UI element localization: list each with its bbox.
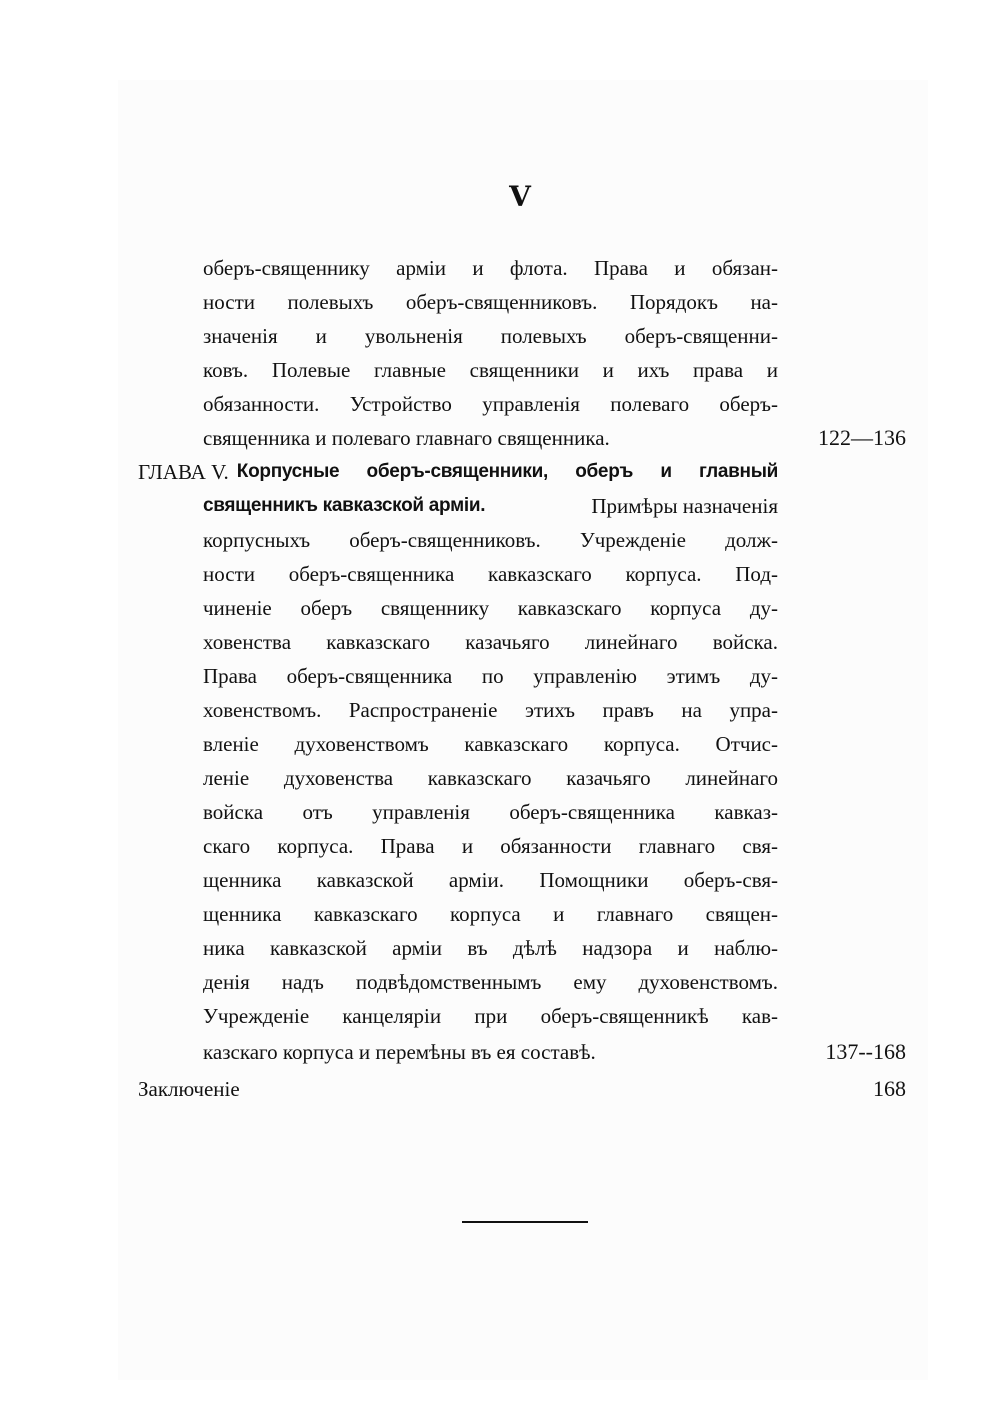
divider-rule	[462, 1221, 588, 1223]
entry-line: оберъ-священнику арміи и флота. Права и обязан-	[203, 256, 778, 280]
page-number-header: V	[509, 180, 531, 213]
entry-line: Учрежденіе канцеляріи при оберъ-священникѣ кав-	[203, 1004, 778, 1028]
entry-text: Примѣры назначенія	[591, 494, 778, 518]
entry-line: вленіе духовенствомъ кавказскаго корпуса. Отчис-	[203, 732, 778, 756]
page-range: 122—136	[818, 425, 906, 450]
entry-line: ности оберъ-священника кавказскаго корпуса. Под-	[203, 562, 778, 586]
chapter-title: Корпусные оберъ-священники, оберъ и главный	[236, 461, 778, 482]
entry-line: ховенствомъ. Распространеніе этихъ правъ на упра-	[203, 698, 778, 722]
chapter-title-cont: священникъ кавказской арміи.	[203, 495, 486, 516]
entry-line: чиненіе оберъ священнику кавказскаго корпуса ду-	[203, 596, 778, 620]
entry-line: значенія и увольненія полевыхъ оберъ-священни-	[203, 324, 778, 348]
entry-line: ника кавказской арміи въ дѣлѣ надзора и наблю-	[203, 936, 778, 960]
page-number: 168	[873, 1076, 906, 1101]
entry-line: ховенства кавказскаго казачьяго линейнаго войска.	[203, 630, 778, 654]
entry-line: щенника кавказской арміи. Помощники оберъ-свя-	[203, 868, 778, 892]
entry-line: казскаго корпуса и перемѣны въ ея составѣ.	[203, 1040, 596, 1064]
chapter-label: ГЛАВА V.	[138, 460, 229, 484]
entry-line: ности полевыхъ оберъ-священниковъ. Порядокъ на-	[203, 290, 778, 314]
entry-line: войска отъ управленія оберъ-священника кавказ-	[203, 800, 778, 824]
entry-line: обязанности. Устройство управленія полеваго оберъ-	[203, 392, 778, 416]
entry-line: священника и полеваго главнаго священника.	[203, 426, 610, 450]
page-range: 137--168	[825, 1039, 906, 1064]
entry-line: скаго корпуса. Права и обязанности главнаго свя-	[203, 834, 778, 858]
entry-line: денія надъ подвѣдомственнымъ ему духовенствомъ.	[203, 970, 778, 994]
chapter-heading	[138, 455, 778, 489]
conclusion-title: Заключеніе	[138, 1077, 240, 1101]
entry-line: корпусныхъ оберъ-священниковъ. Учрежденіе долж-	[203, 528, 778, 552]
entry-line: Права оберъ-священника по управленію этимъ ду-	[203, 664, 778, 688]
entry-line: леніе духовенства кавказскаго казачьяго линейнаго	[203, 766, 778, 790]
entry-line: ковъ. Полевые главные священники и ихъ права и	[203, 358, 778, 382]
entry-line	[203, 489, 778, 523]
entry-line: щенника кавказскаго корпуса и главнаго священ-	[203, 902, 778, 926]
